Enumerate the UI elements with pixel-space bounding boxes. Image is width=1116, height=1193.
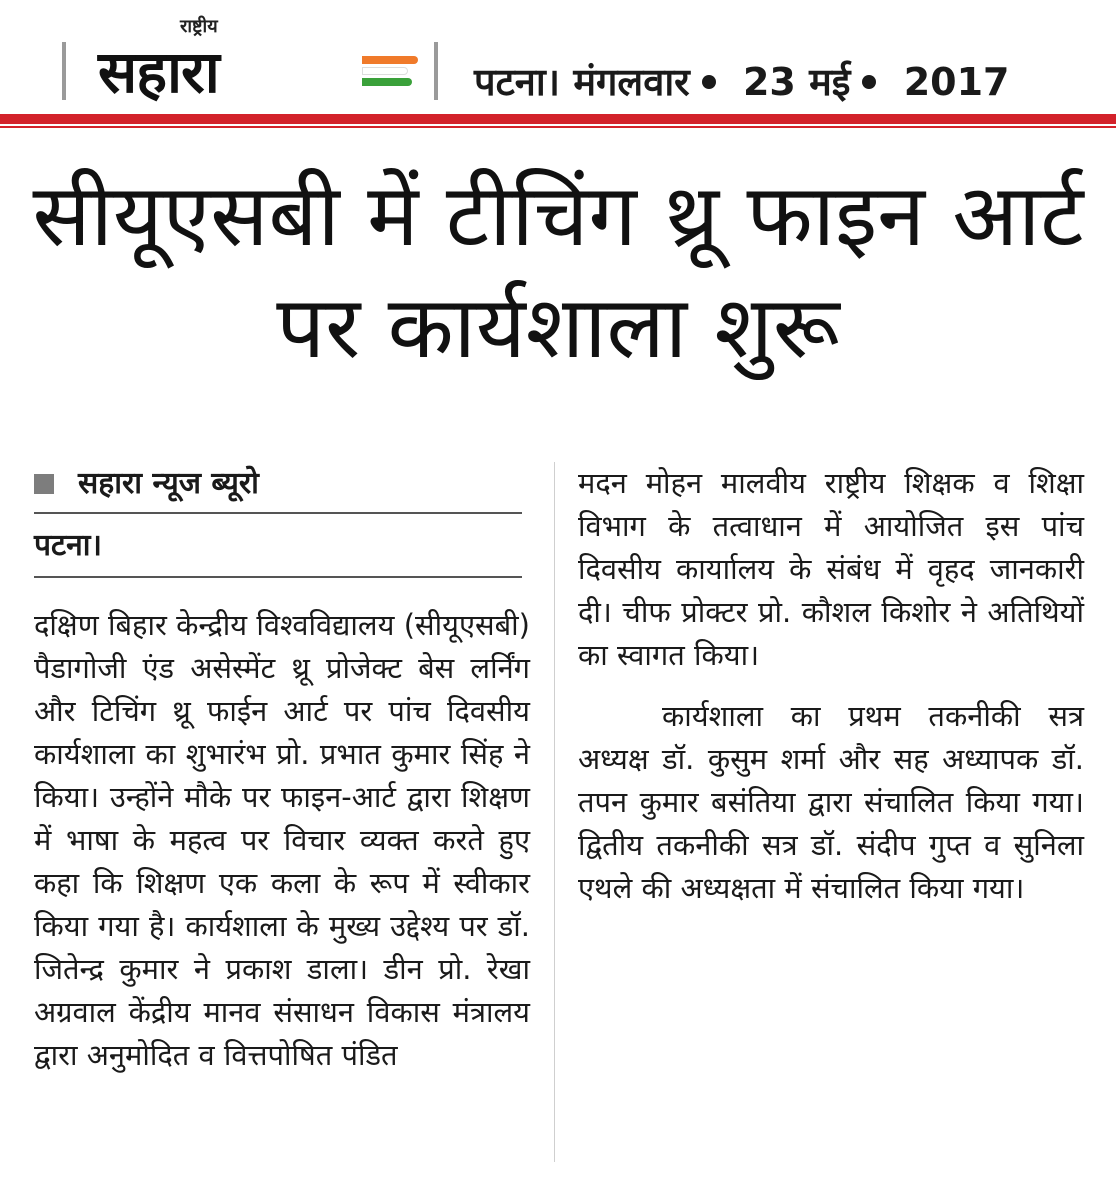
masthead-red-rule-thin bbox=[0, 126, 1116, 128]
logo-title: सहारा bbox=[98, 38, 219, 106]
article-headline: सीयूएसबी में टीचिंग थ्रू फाइन आर्ट पर कार्यशाला शुरू bbox=[32, 166, 1084, 378]
logo-divider-right bbox=[434, 42, 438, 100]
bullet-icon bbox=[702, 75, 716, 89]
article-paragraph: मदन मोहन मालवीय राष्ट्रीय शिक्षक व शिक्षा विभाग के तत्वाधान में आयोजित इस पांच दिवसीय कार्याालय के संबंध में वृहद जानकारी दी। चीफ प्रोक्टर प्रो. कौशल किशोर ने अतिथियों का स्वागत किया। bbox=[578, 466, 1084, 672]
dateline-city: पटना। bbox=[474, 60, 561, 104]
place-divider bbox=[34, 576, 522, 578]
article-paragraph: कार्यशाला का प्रथम तकनीकी सत्र अध्यक्ष डॉ. कुसुम शर्मा और सह अध्यापक डॉ. तपन कुमार बसंतिया द्वारा संचालित किया गया। द्वितीय तकनीकी सत्र डॉ. संदीप गुप्त व सुनिला एथले की अध्यक्षता में संचालित किया गया। bbox=[578, 699, 1084, 905]
byline bbox=[34, 462, 522, 514]
byline-text: सहारा न्यूज ब्यूरो bbox=[78, 466, 259, 501]
article-paragraph: दक्षिण बिहार केन्द्रीय विश्वविद्यालय (सीयूएसबी) पैडागोजी एंड असेस्मेंट थ्रू प्रोजेक्ट बेस लर्निंग और टिचिंग थ्रू फाईन आर्ट पर पांच दिवसीय कार्यशाला का शुभारंभ प्रो. प्रभात कुमार सिंह ने किया। उन्होंने मौके पर फाइन-आर्ट द्वारा शिक्षण में भाषा के महत्व पर विचार व्यक्त करते हुए कहा कि शिक्षण एक कला के रूप में स्वीकार किया गया है। कार्यशाला के मुख्य उद्देश्य पर डॉ. जितेन्द्र कुमार ने प्रकाश डाला। डीन प्रो. रेखा अग्रवाल केंद्रीय मानव संसाधन विकास मंत्रालय द्वारा अनुमोदित व वित्तपोषित पंडित bbox=[34, 608, 530, 1072]
flag-stripe-white bbox=[362, 67, 408, 75]
byline-square-icon bbox=[34, 474, 54, 494]
article-column-left bbox=[34, 604, 530, 1077]
dateline bbox=[474, 58, 1009, 106]
masthead-red-rule bbox=[0, 114, 1116, 124]
logo-divider-left bbox=[62, 42, 66, 100]
flag-stripe-green bbox=[362, 78, 412, 86]
column-divider bbox=[554, 462, 555, 1162]
flag-stripes-icon bbox=[362, 56, 418, 86]
article-column-right bbox=[578, 462, 1084, 910]
dateline-weekday: मंगलवार bbox=[573, 60, 690, 104]
logo-subtitle: राष्ट्रीय bbox=[180, 16, 218, 37]
article-place: पटना। bbox=[34, 528, 102, 563]
flag-stripe-orange bbox=[362, 56, 418, 64]
dateline-date: 23 मई bbox=[742, 60, 851, 104]
bullet-icon bbox=[862, 75, 876, 89]
dateline-year: 2017 bbox=[903, 60, 1010, 104]
newspaper-logo bbox=[62, 10, 440, 110]
masthead bbox=[0, 0, 1116, 128]
